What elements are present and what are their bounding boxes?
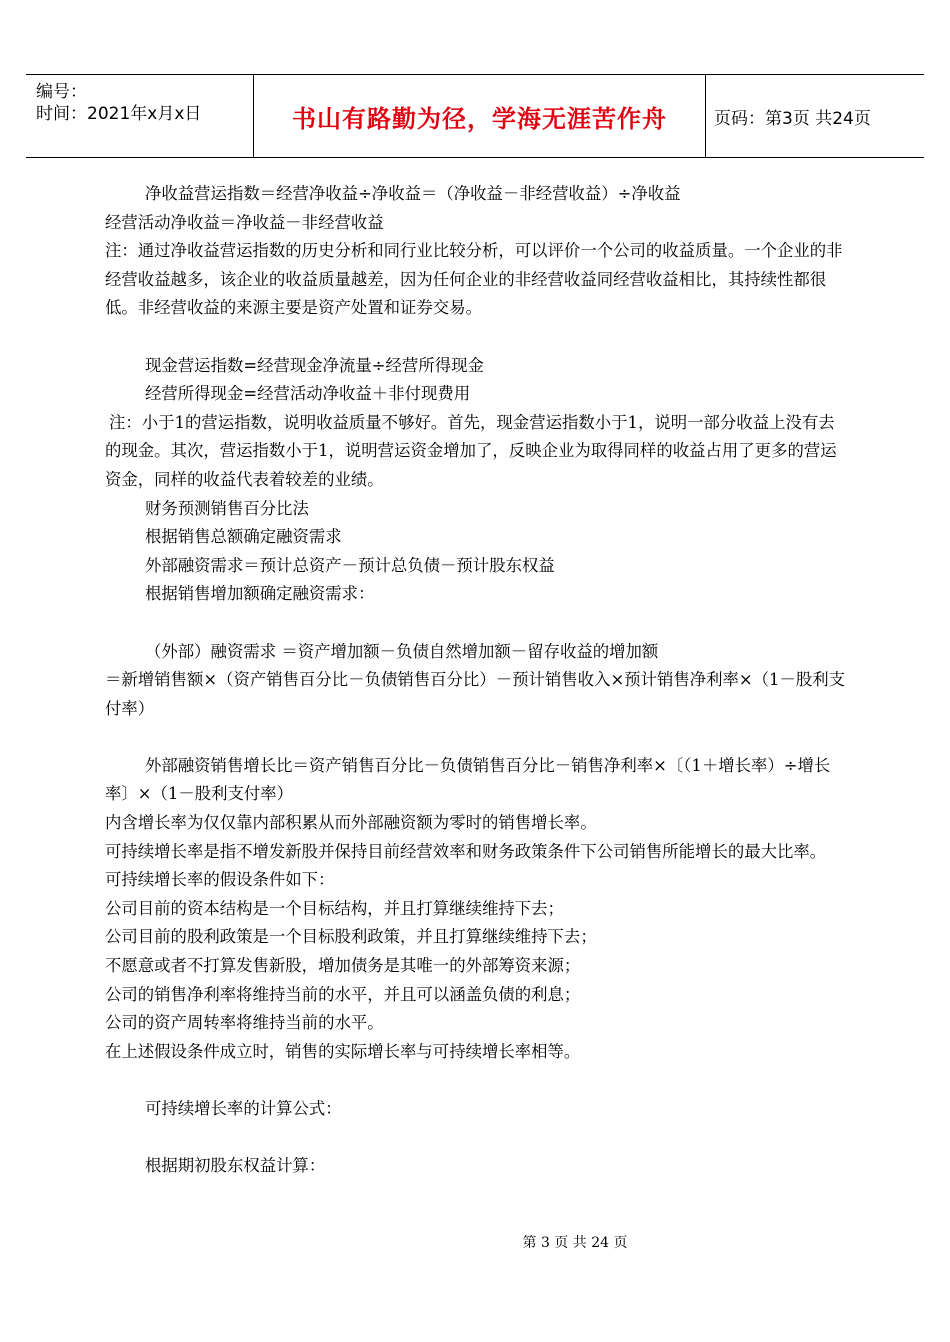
paragraph: 经营活动净收益＝净收益－非经营收益 bbox=[105, 212, 384, 232]
paragraph: 公司目前的资本结构是一个目标结构，并且打算继续维持下去； bbox=[105, 898, 564, 918]
paragraph: 外部融资需求＝预计总资产－预计总负债－预计股东权益 bbox=[145, 555, 555, 575]
header-page-info bbox=[706, 75, 924, 157]
number-label: 编号： bbox=[36, 82, 87, 102]
page-footer bbox=[0, 1232, 950, 1252]
paragraph: 根据销售增加额确定融资需求： bbox=[145, 584, 375, 604]
paragraph: 可持续增长率是指不增发新股并保持目前经营效率和财务政策条件下公司销售所能增长的最大比率。 bbox=[105, 841, 827, 861]
page-info: 页码：第3页 共24页 bbox=[714, 108, 871, 129]
paragraph: 在上述假设条件成立时，销售的实际增长率与可持续增长率相等。 bbox=[105, 1041, 581, 1061]
page-header bbox=[26, 74, 924, 158]
paragraph: 根据销售总额确定融资需求 bbox=[145, 527, 342, 547]
header-meta bbox=[26, 75, 254, 157]
paragraph: 注：通过净收益营运指数的历史分析和同行业比较分析，可以评价一个公司的收益质量。一个企业的非经营收益越多，该企业的收益质量越差，因为任何企业的非经营收益同经营收益相比，其持续性都很低。非经营收益的来源主要是资产处置和证券交易。 bbox=[105, 241, 843, 318]
paragraph: 可持续增长率的计算公式： bbox=[145, 1099, 342, 1118]
paragraph: 财务预测销售百分比法 bbox=[145, 498, 309, 518]
paragraph: 根据期初股东权益计算： bbox=[145, 1156, 326, 1176]
paragraph: 净收益营运指数＝经营净收益÷净收益＝（净收益－非经营收益）÷净收益 bbox=[145, 184, 681, 203]
time-label: 时间：2021年x月x日 bbox=[36, 104, 202, 124]
paragraph: 公司的销售净利率将维持当前的水平，并且可以涵盖负债的利息； bbox=[105, 984, 581, 1004]
paragraph: 内含增长率为仅仅靠内部积累从而外部融资额为零时的销售增长率。 bbox=[105, 813, 597, 833]
paragraph: 公司的资产周转率将维持当前的水平。 bbox=[105, 1013, 384, 1033]
paragraph: 注：小于1的营运指数，说明收益质量不够好。首先，现金营运指数小于1，说明一部分收益上没有去的现金。其次，营运指数小于1，说明营运资金增加了，反映企业为取得同样的收益占用了更多的营运资金，同样的收益代表着较差的业绩。 bbox=[105, 412, 837, 489]
motto: 书山有路勤为径，学海无涯苦作舟 bbox=[292, 104, 667, 133]
document-body bbox=[105, 180, 850, 1181]
paragraph: 公司目前的股利政策是一个目标股利政策，并且打算继续维持下去； bbox=[105, 927, 597, 947]
paragraph: 可持续增长率的假设条件如下： bbox=[105, 870, 335, 890]
paragraph: 现金营运指数=经营现金净流量÷经营所得现金 bbox=[145, 355, 484, 375]
paragraph: （外部）融资需求 ＝资产增加额－负债自然增加额－留存收益的增加额 bbox=[145, 641, 659, 661]
header-motto-cell bbox=[254, 75, 706, 157]
paragraph: 经营所得现金=经营活动净收益＋非付现费用 bbox=[145, 384, 471, 404]
paragraph: ＝新增销售额×（资产销售百分比－负债销售百分比）－预计销售收入×预计销售净利率×（1－股利支付率） bbox=[105, 670, 846, 718]
footer-page-number: 第 3 页 共 24 页 bbox=[522, 1235, 628, 1251]
paragraph: 不愿意或者不打算发售新股，增加债务是其唯一的外部筹资来源； bbox=[105, 956, 581, 976]
paragraph: 外部融资销售增长比＝资产销售百分比－负债销售百分比－销售净利率×〔（1＋增长率）÷增长率〕×（1－股利支付率） bbox=[105, 755, 831, 804]
